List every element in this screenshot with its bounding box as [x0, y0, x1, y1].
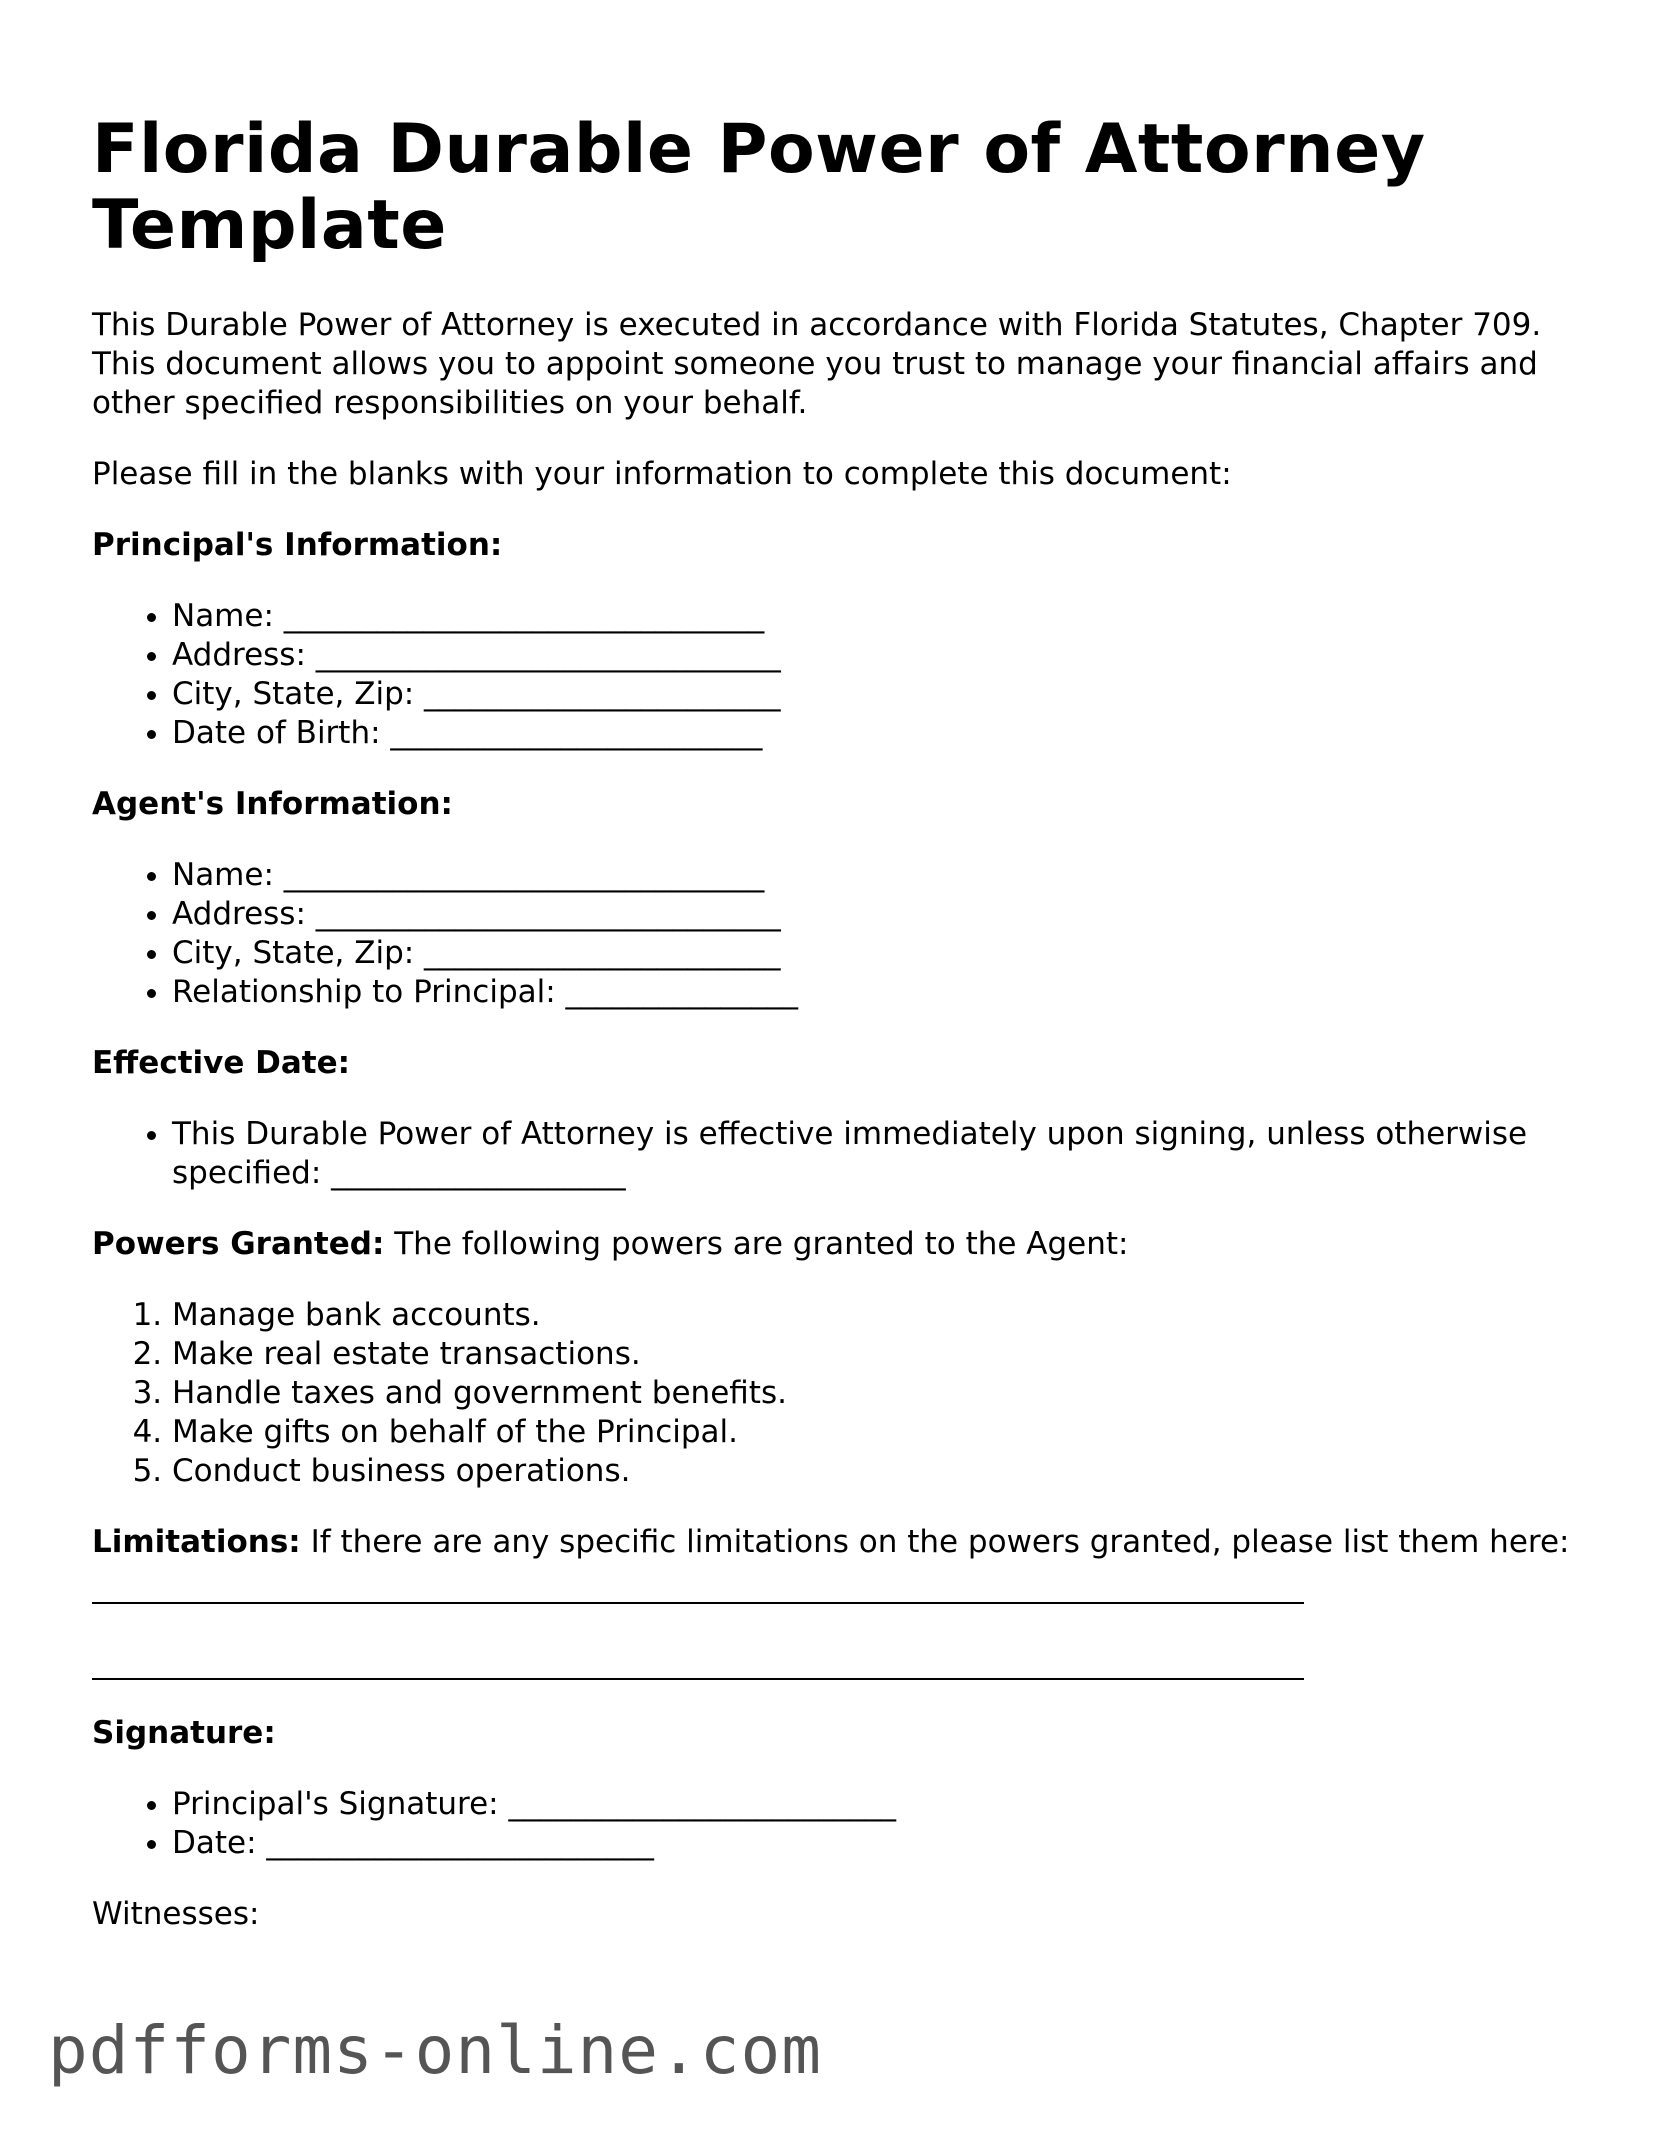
power-item: 1. Manage bank accounts.	[172, 1296, 1572, 1335]
document-title: Florida Durable Power of Attorney Template	[92, 110, 1426, 265]
signature-date-field[interactable]: • Date: _________________________	[172, 1824, 1572, 1863]
powers-granted-paragraph	[92, 1225, 1572, 1264]
principal-dob-field[interactable]: • Date of Birth: ________________________	[172, 714, 1572, 753]
agent-heading: Agent's Information:	[92, 786, 453, 822]
powers-granted-label: Powers Granted:	[92, 1226, 385, 1262]
signature-list	[92, 1785, 1572, 1863]
principal-city-state-zip-field[interactable]: • City, State, Zip: _______________________	[172, 675, 1572, 714]
power-item: 2. Make real estate transactions.	[172, 1335, 1572, 1374]
powers-granted-text: The following powers are granted to the Agent:	[384, 1226, 1129, 1262]
limitations-text: If there are any specific limitations on the powers granted, please list them here:	[300, 1524, 1570, 1560]
power-item: 5. Conduct business operations.	[172, 1452, 1572, 1491]
agent-name-field[interactable]: • Name: _______________________________	[172, 856, 1572, 895]
watermark-logo: pdfforms-online.com	[48, 2012, 822, 2089]
limitations-label: Limitations:	[92, 1524, 301, 1560]
effective-date-list	[92, 1115, 1572, 1193]
effective-date-heading: Effective Date:	[92, 1045, 351, 1081]
agent-list	[92, 856, 1572, 1012]
power-item: 3. Handle taxes and government benefits.	[172, 1374, 1572, 1413]
powers-list	[92, 1296, 1572, 1491]
principal-list	[92, 597, 1572, 753]
document-page	[92, 112, 1572, 1966]
effective-date-field[interactable]: • This Durable Power of Attorney is effective immediately upon signing, unless otherwise specified: ___________________	[172, 1115, 1572, 1193]
limitations-blank-line-1[interactable]	[92, 1602, 1304, 1604]
limitations-blank-line-2[interactable]	[92, 1678, 1304, 1680]
agent-city-state-zip-field[interactable]: • City, State, Zip: _______________________	[172, 934, 1572, 973]
witnesses-label: Witnesses:	[92, 1896, 260, 1932]
power-item: 4. Make gifts on behalf of the Principal.	[172, 1413, 1572, 1452]
principal-address-field[interactable]: • Address: ______________________________	[172, 636, 1572, 675]
principal-heading: Principal's Information:	[92, 527, 503, 563]
principal-signature-field[interactable]: • Principal's Signature: _________________________	[172, 1785, 1572, 1824]
agent-address-field[interactable]: • Address: ______________________________	[172, 895, 1572, 934]
principal-name-field[interactable]: • Name: _______________________________	[172, 597, 1572, 636]
instructions-paragraph: Please fill in the blanks with your information to complete this document:	[92, 456, 1232, 492]
agent-relationship-field[interactable]: • Relationship to Principal: _______________	[172, 973, 1572, 1012]
intro-paragraph: This Durable Power of Attorney is executed in accordance with Florida Statutes, Chapter 709. This document allows you to appoint someone you trust to manage your financial affairs and other specified responsibilities on your behalf.	[92, 307, 1542, 421]
limitations-paragraph	[92, 1523, 1572, 1562]
signature-heading: Signature:	[92, 1715, 276, 1751]
